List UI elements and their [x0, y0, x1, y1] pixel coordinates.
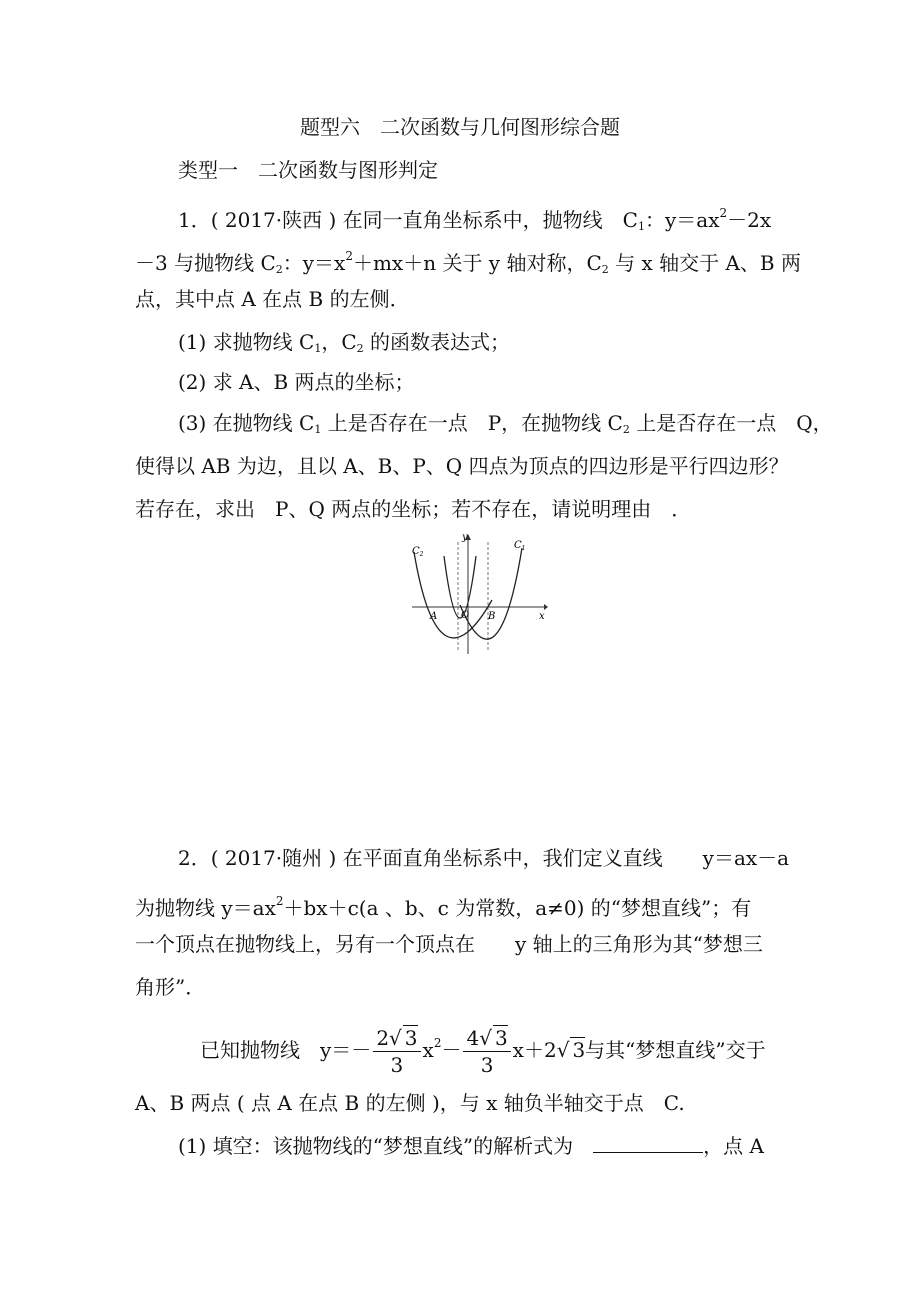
q1-text: 与 x 轴交于 A、B 两 [608, 251, 801, 275]
q1-part-1 [178, 327, 838, 364]
superscript: 2 [719, 206, 728, 220]
equation-text: 与其“梦想直线”交于 [585, 1038, 766, 1062]
label-c2: $C_2$ [412, 546, 424, 558]
q2-given-equation [200, 1015, 860, 1075]
q2-line-ab: A、B 两点 ( 点 A 在点 B 的左侧 )，与 x 轴负半轴交于点 C. [135, 1091, 685, 1115]
section-title: 题型六 二次函数与几何图形综合题 [300, 115, 620, 139]
subscript: 2 [622, 423, 630, 436]
sqrt-sign: √ [389, 1026, 402, 1050]
radicand: 3 [494, 1026, 508, 1050]
label-y: y [462, 532, 468, 543]
radicand: 3 [404, 1026, 418, 1050]
q1-line-3: 点，其中点 A 在点 B 的左侧． [135, 287, 410, 311]
q1-part-3 [178, 408, 838, 445]
q1-text: ＋mx＋n 关于 y 轴对称，C [352, 251, 602, 275]
q1-line-2 [135, 241, 801, 285]
label-point-a: A [430, 611, 438, 622]
q1-text: 上是否存在一点 P，在抛物线 C [321, 411, 623, 435]
sqrt-sign: √ [479, 1026, 492, 1050]
q1-text: 上是否存在一点 Q， [629, 411, 833, 435]
superscript: 2 [275, 894, 284, 908]
q2-text: ，点 A [703, 1134, 764, 1158]
equation-text: － [441, 1038, 462, 1062]
label-c1: $C_1$ [514, 540, 526, 552]
subscript: 2 [275, 263, 283, 276]
fraction-1 [373, 1025, 420, 1078]
q1-part-2: (2) 求 A、B 两点的坐标； [178, 370, 415, 394]
q1-line-1 [178, 198, 838, 242]
superscript: 2 [345, 249, 353, 263]
q2-text: (1) 填空：该抛物线的“梦想直线”的解析式为 [178, 1134, 574, 1158]
parabola-figure [408, 530, 548, 658]
radicand: 3 [572, 1038, 586, 1062]
q1-part-3-line-3: 若存在，求出 P、Q 两点的坐标；若不存在，请说明理由 ． [135, 497, 692, 521]
numerator-coef: 4 [466, 1026, 480, 1050]
label-point-b: B [488, 611, 496, 622]
q1-part-3-line-2: 使得以 AB 为边，且以 A、B、P、Q 四点为顶点的四边形是平行四边形？ [135, 454, 789, 478]
q1-text: 的函数表达式； [363, 330, 511, 354]
answer-blank[interactable] [593, 1132, 703, 1153]
q2-text: ＋bx＋c(a 、b、c 为常数，a≠0) 的“梦想直线”；有 [283, 896, 752, 920]
denominator: 3 [390, 1053, 404, 1077]
equation-text: x [422, 1038, 434, 1062]
q1-text: －2x [727, 208, 772, 232]
q1-text: 1．( 2017·陕西 ) 在同一直角坐标系中，抛物线 C [178, 208, 638, 232]
denominator: 3 [480, 1053, 494, 1077]
subscript: 2 [356, 342, 364, 355]
superscript: 2 [433, 1036, 442, 1050]
equation-text: x＋2 [512, 1038, 557, 1062]
label-x: x [539, 611, 545, 622]
label-origin: O [461, 610, 470, 621]
q1-text: ：y＝x [282, 251, 346, 275]
q2-part-1 [178, 1131, 838, 1161]
q2-line-4: 角形”． [135, 975, 206, 999]
figure-background [408, 530, 548, 658]
q1-text: －3 与抛物线 C [135, 251, 276, 275]
q1-text: ：y＝ax [644, 208, 720, 232]
subscript: 1 [637, 220, 645, 233]
q2-line-2 [135, 886, 795, 923]
section-subtitle: 类型一 二次函数与图形判定 [178, 158, 438, 182]
q1-text: (1) 求抛物线 C [178, 330, 315, 354]
equation-text: 已知抛物线 y＝－ [200, 1038, 372, 1062]
subscript: 1 [314, 423, 322, 436]
q2-line-3: 一个顶点在抛物线上，另有一个顶点在 y 轴上的三角形为其“梦想三 [135, 932, 763, 956]
subscript: 2 [601, 263, 609, 276]
fraction-2 [463, 1025, 510, 1078]
q2-line-1: 2．( 2017·随州 ) 在平面直角坐标系中，我们定义直线 y＝ax－a [178, 846, 790, 870]
q2-text: 为抛物线 y＝ax [135, 896, 276, 920]
subscript: 1 [314, 342, 322, 355]
sqrt-sign: √ [556, 1038, 570, 1062]
q1-text: (3) 在抛物线 C [178, 411, 315, 435]
q1-text: ，C [321, 330, 357, 354]
numerator-coef: 2 [376, 1026, 390, 1050]
